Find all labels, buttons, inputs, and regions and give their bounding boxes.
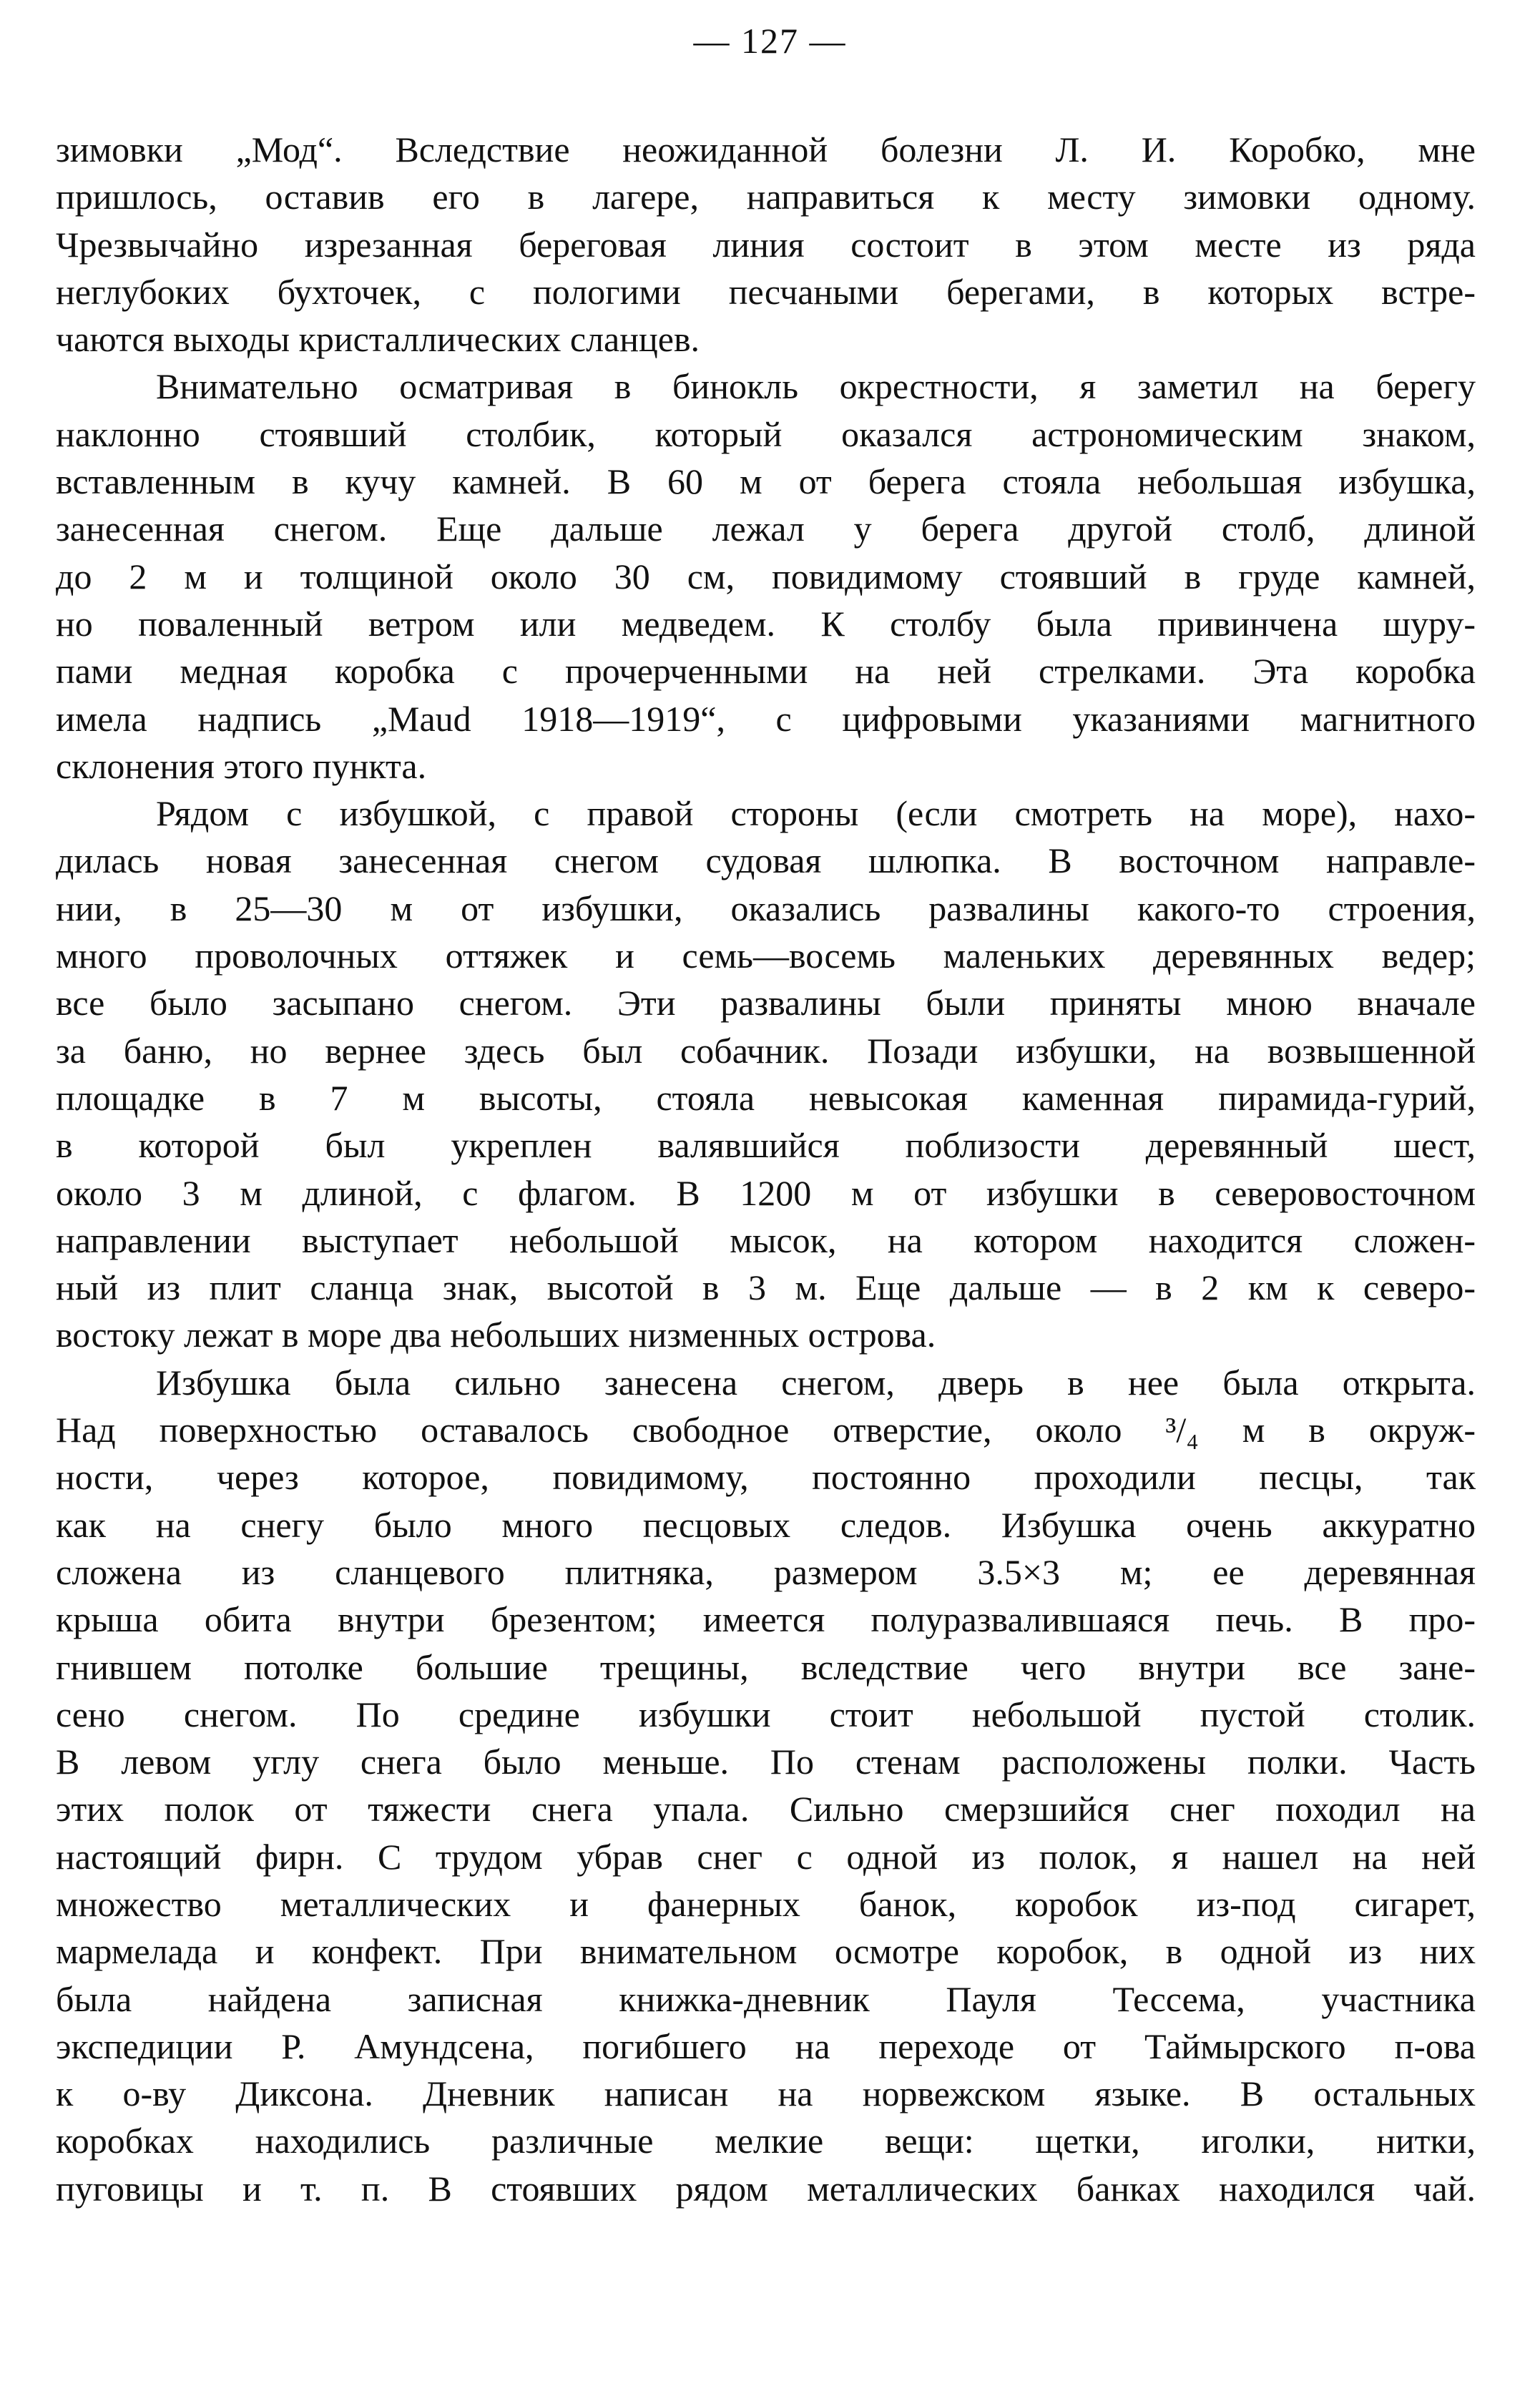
text-line: склонения этого пункта. (56, 745, 427, 786)
text-line: вставленным в кучу камней. В 60 м от берега стояла небольшая избушка, (56, 461, 1476, 502)
text-line: нии, в 25—30 м от избушки, оказались развалины какого-то строения, (56, 888, 1476, 928)
text-line: гнившем потолке большие трещины, вследствие чего внутри все зане- (56, 1646, 1476, 1687)
text-line: крыша обита внутри брезентом; имеется полуразвалившаяся печь. В про- (56, 1599, 1476, 1640)
text-line: настоящий фирн. С трудом убрав снег с одной из полок, я нашел на ней (56, 1836, 1476, 1877)
text-line: Избушка была сильно занесена снегом, дверь в нее была открыта. (156, 1362, 1476, 1403)
text-line: Рядом с избушкой, с правой стороны (если смотреть на море), нахо- (156, 793, 1476, 834)
text-line: экспедиции Р. Амундсена, погибшего на переходе от Таймырского п-ова (56, 2026, 1476, 2066)
text-line: чаются выходы кристаллических сланцев. (56, 319, 700, 360)
text-line: направлении выступает небольшой мысок, на котором находится сложен- (56, 1219, 1476, 1260)
text-line: пами медная коробка с прочерченными на ней стрелками. Эта коробка (56, 651, 1476, 692)
text-line: сено снегом. По средине избушки стоит небольшой пустой столик. (56, 1694, 1476, 1734)
text-line: Чрезвычайно изрезанная береговая линия состоит в этом месте из ряда (56, 224, 1476, 265)
text-line: ности, через которое, повидимому, постоянно проходили песцы, так (56, 1457, 1476, 1498)
text-line: за баню, но вернее здесь был собачник. Позади избушки, на возвышенной (56, 1030, 1476, 1071)
text-line: все было засыпано снегом. Эти развалины были приняты мною вначале (56, 983, 1476, 1023)
text-line: ный из плит сланца знак, высотой в 3 м. Еще дальше — в 2 км к северо- (56, 1267, 1476, 1308)
body-text (56, 126, 1476, 2212)
text-line: этих полок от тяжести снега упала. Сильно смерзшийся снег походил на (56, 1789, 1476, 1830)
page-number: — 127 — (693, 21, 847, 61)
text-line: имела надпись „Maud 1918—1919“, с цифровыми указаниями магнитного (56, 698, 1476, 739)
text-line: занесенная снегом. Еще дальше лежал у берега другой столб, длиной (56, 509, 1476, 549)
text-line: Над поверхностью оставалось свободное отверстие, около ³/₄ м в окруж- (56, 1410, 1476, 1450)
text-line: востоку лежат в море два небольших низменных острова. (56, 1315, 936, 1355)
text-line: площадке в 7 м высоты, стояла невысокая каменная пирамида-гурий, (56, 1077, 1476, 1118)
text-line: мармелада и конфект. При внимательном осмотре коробок, в одной из них (56, 1931, 1476, 1972)
text-line: в которой был укреплен валявшийся поблизости деревянный шест, (56, 1125, 1476, 1166)
text-line: множество металлических и фанерных банок, коробок из-под сигарет, (56, 1883, 1476, 1924)
text-line: пуговицы и т. п. В стоявших рядом металлических банках находился чай. (56, 2168, 1476, 2209)
text-line: была найдена записная книжка-дневник Пауля Тессема, участника (56, 1978, 1476, 2019)
text-line: наклонно стоявший столбик, который оказался астрономическим знаком, (56, 413, 1476, 454)
text-line: но поваленный ветром или медведем. К столбу была привинчена шуру- (56, 603, 1476, 644)
text-line: зимовки „Мод“. Вследствие неожиданной болезни Л. И. Коробко, мне (56, 129, 1476, 170)
text-line: как на снегу было много песцовых следов. Избушка очень аккуратно (56, 1504, 1476, 1545)
text-line: до 2 м и толщиной около 30 см, повидимому стоявший в груде камней, (56, 556, 1476, 597)
text-line: В левом углу снега было меньше. По стенам расположены полки. Часть (56, 1742, 1476, 1782)
text-line: дилась новая занесенная снегом судовая шлюпка. В восточном направле- (56, 840, 1476, 881)
text-line: пришлось, оставив его в лагере, направиться к месту зимовки одному. (56, 177, 1476, 217)
text-line: около 3 м длиной, с флагом. В 1200 м от избушки в северовосточном (56, 1172, 1476, 1213)
text-line: коробках находились различные мелкие вещи: щетки, иголки, нитки, (56, 2121, 1476, 2161)
text-line: Внимательно осматривая в бинокль окрестности, я заметил на берегу (156, 366, 1476, 407)
text-line: неглубоких бухточек, с пологими песчаными берегами, в которых встре- (56, 271, 1476, 312)
text-line: к о-ву Диксона. Дневник написан на норвежском языке. В остальных (56, 2073, 1476, 2114)
text-line: много проволочных оттяжек и семь—восемь маленьких деревянных ведер; (56, 936, 1476, 976)
text-line: сложена из сланцевого плитняка, размером 3.5×3 м; ее деревянная (56, 1551, 1476, 1592)
